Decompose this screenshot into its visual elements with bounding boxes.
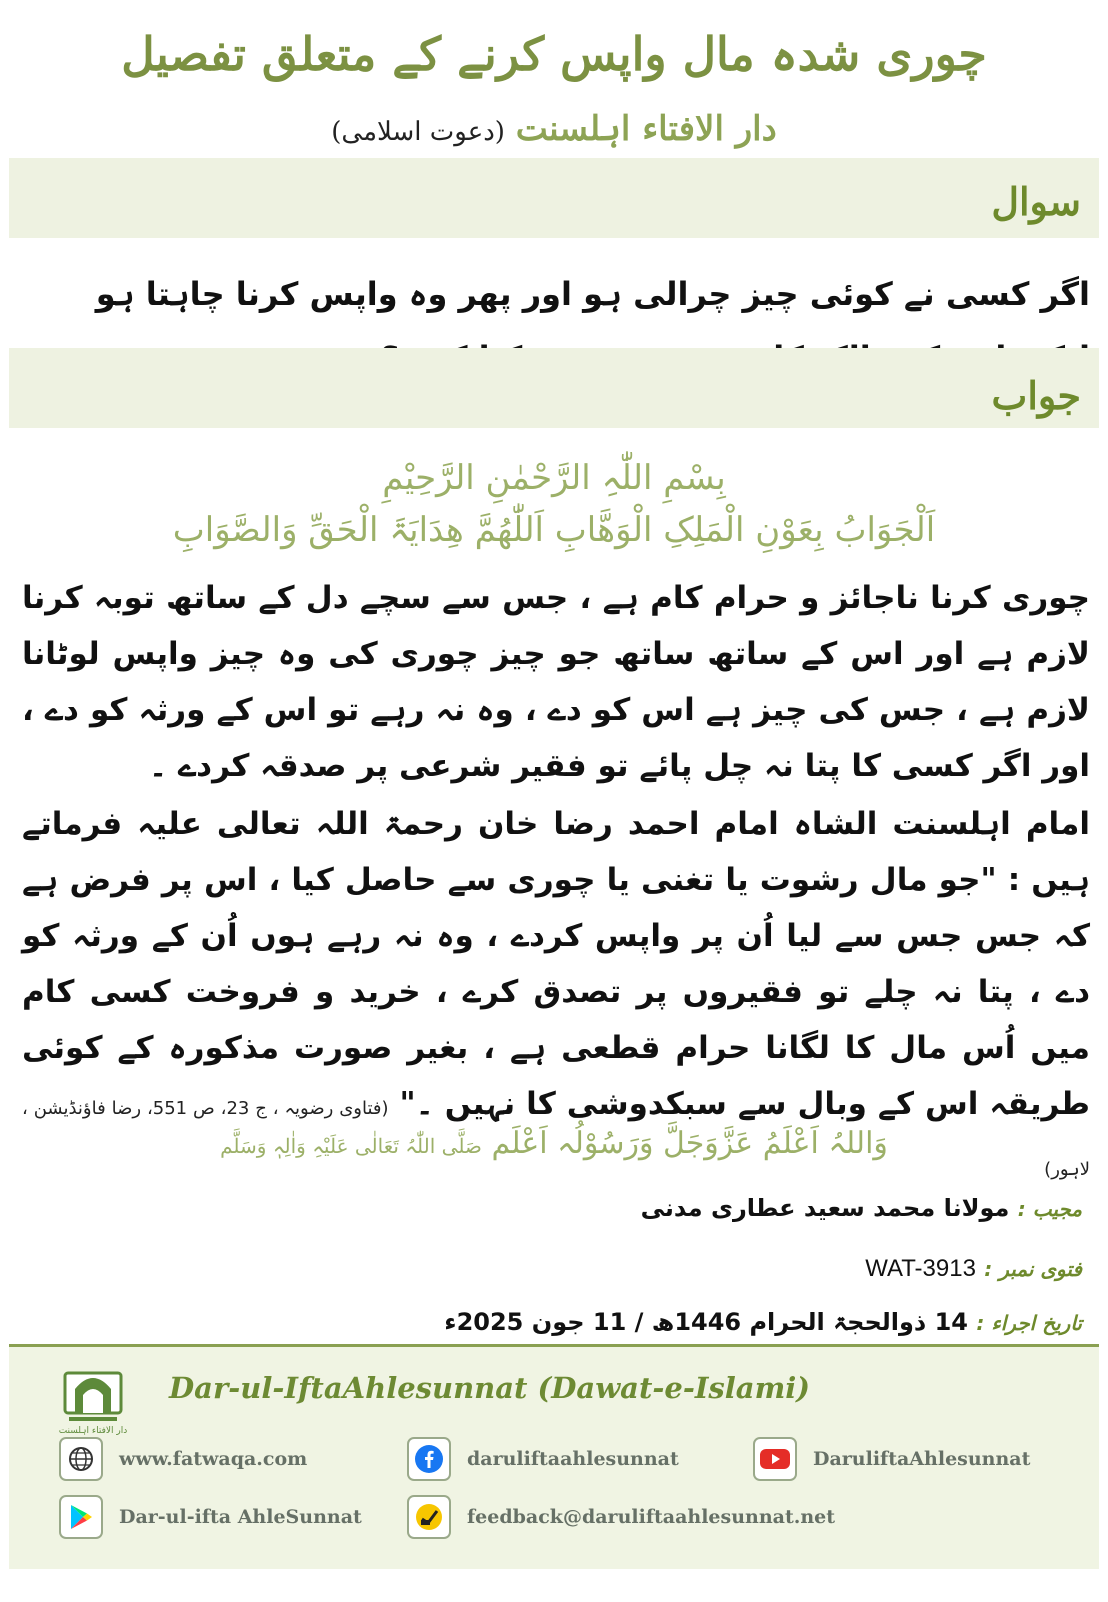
answer-paragraph-1: چوری کرنا ناجائز و حرام کام ہے ، جس سے سچے دل کے ساتھ توبہ کرنا لازم ہے اور اس کے ساتھ ساتھ جو چیز چوری کی وہ چیز واپس لوٹانا لازم ہے ، جس کی چیز ہے اس کو دے ، وہ نہ رہے تو اس کے ورثہ کو دے ، اور اگر کسی کا پتا نہ چل پائے تو فقیر شرعی پر صدقہ کردے ۔ (22, 580, 1090, 784)
question-label: سوال (991, 179, 1081, 224)
answer-header-band (9, 348, 1099, 428)
footer-brand: Dar-ul-IftaAhlesunnat (Dawat-e-Islami) (169, 1371, 810, 1405)
feedback-icon (407, 1495, 451, 1539)
issue-date-row (444, 1304, 1082, 1341)
question-header-band (9, 158, 1099, 238)
footer (9, 1347, 1099, 1569)
closing-formula (0, 1120, 1108, 1170)
question-text: اگر کسی نے کوئی چیز چرالی ہو اور پھر وہ واپس کرنا چاہتا ہو (95, 275, 1090, 313)
organization-name: دار الافتاء اہلسنت (515, 109, 777, 149)
reference-citation: (فتاوی رضویہ ، ج 23، ص 551، رضا فاؤنڈیشن ، لاہور) (22, 1098, 1090, 1180)
organization-parenthetical: (دعوت اسلامی) (331, 117, 505, 147)
closing-salutation: صَلَّی اللّٰہُ تَعَالٰی عَلَیْہِ وَاٰلِہٖ وَسَلَّم (220, 1134, 482, 1158)
facebook-link[interactable] (407, 1437, 679, 1481)
page-subtitle (0, 106, 1108, 155)
answer-opening: اَلْجَوَابُ بِعَوْنِ الْمَلِکِ الْوَھَّابِ اَللّٰھُمَّ ھِدَایَۃَ الْحَقِّ وَالصَّوَابِ (172, 510, 936, 550)
dar-ul-ifta-logo-icon (55, 1359, 131, 1437)
playstore-link[interactable] (59, 1495, 362, 1539)
website-link[interactable] (59, 1437, 307, 1481)
mujeeb-row (641, 1190, 1082, 1227)
email-text: feedback@daruliftaahlesunnat.net (467, 1506, 836, 1528)
basmala: بِسْمِ اللّٰہِ الرَّحْمٰنِ الرَّحِیْمِ (382, 458, 726, 498)
facebook-icon (407, 1437, 451, 1481)
mujeeb-value: مولانا محمد سعید عطاری مدنی (640, 1194, 1010, 1222)
youtube-text: DaruliftaAhlesunnat (813, 1448, 1031, 1470)
page-title: چوری شدہ مال واپس کرنے کے متعلق تفصیل (121, 27, 987, 81)
fatwa-number-value: WAT-3913 (865, 1255, 976, 1282)
fatwa-number-row (865, 1250, 1082, 1287)
issue-date-label: تاریخ اجراء : (976, 1311, 1082, 1335)
email-link[interactable] (407, 1495, 835, 1539)
globe-icon (59, 1437, 103, 1481)
facebook-text: daruliftaahlesunnat (467, 1448, 679, 1470)
website-text: www.fatwaqa.com (119, 1448, 308, 1470)
mujeeb-label: مجیب : (1017, 1197, 1082, 1221)
logo-caption: دار الافتاء اہلسنت (58, 1426, 128, 1436)
youtube-link[interactable] (753, 1437, 1030, 1481)
quote-text: امام اہلسنت الشاہ امام احمد رضا خان رحمۃ اللہ تعالی علیہ فرماتے ہیں : "جو مال رشوت یا تغنی یا چوری سے حاصل کیا ، اس پر فرض ہے کہ جس جس سے لیا اُن پر واپس کردے ، وہ نہ رہے ہوں اُن کے ورثہ کو دے ، پتا نہ چلے تو فقیروں پر تصدق کرے ، خرید و فروخت کسی کام میں اُس مال کا لگانا حرام قطعی ہے ، بغیر صورت مذکورہ کے کوئی طریقہ اس کے وبال سے سبکدوشی کا نہیں ۔" (22, 806, 1090, 1122)
closing-text: وَاللہُ اَعْلَمُ عَزَّوَجَلَّ وَرَسُوْلُہ اَعْلَم (491, 1126, 888, 1161)
play-store-icon (59, 1495, 103, 1539)
fatwa-number-label: فتوی نمبر : (984, 1257, 1082, 1281)
answer-label: جواب (991, 373, 1081, 418)
issue-date-value: 14 ذوالحجۃ الحرام 1446ھ / 11 جون 2025ء (444, 1308, 968, 1336)
youtube-icon (753, 1437, 797, 1481)
playstore-text: Dar-ul-ifta AhleSunnat (119, 1506, 362, 1528)
